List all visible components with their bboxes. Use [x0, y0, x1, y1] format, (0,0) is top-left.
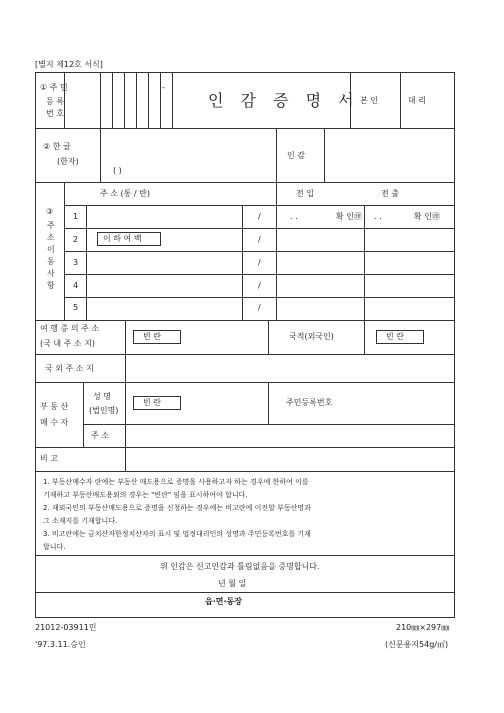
overseas-label: 국 외 주 소 지	[45, 364, 94, 373]
buyer-label-1: 부 동 산	[40, 402, 69, 411]
buyer-name-label: 성 명	[93, 392, 111, 401]
buyer-address-label: 주 소	[91, 431, 109, 440]
proxy-label: 대 리	[408, 96, 426, 105]
move-in-confirm: 확 인㊞	[336, 212, 362, 221]
travel-label-2: (국 내 주 소 지)	[40, 339, 96, 348]
tong-ban-slash: /	[258, 281, 261, 290]
page-title: 인 감 증 명 서	[208, 91, 360, 110]
move-out-confirm: 확 인㊞	[414, 212, 440, 221]
hanja-paren: ( )	[113, 166, 122, 175]
reg-label-1: ① 주 민	[40, 83, 68, 92]
note-line: 1. 부동산매수자 란에는 부동산 매도용으로 증명을 사용하고자 하는 경우에 한하여 이를	[43, 478, 309, 486]
paper-size: 210㎜×297㎜	[396, 623, 450, 632]
reg-dash: -	[162, 83, 165, 92]
note-line: 기재하고 부동산매도용외의 경우는 "빈란" 임을 표시하여야 합니다.	[43, 491, 248, 499]
addr-side-7: 항	[47, 281, 55, 290]
approval-date: '97.3.11.승인	[35, 640, 86, 649]
addr-side-2: 주	[47, 221, 55, 230]
col-address: 주 소 (통 / 반)	[100, 189, 151, 198]
row-number: 1	[73, 212, 79, 221]
note-line: 3. 비고란에는 금치산자한정치산자의 표시 및 법정대리인의 성명과 주민등록번호를 기재	[43, 530, 311, 538]
buyer-corp-label: (법인명)	[89, 406, 119, 415]
row-number: 4	[73, 281, 79, 290]
addr-side-6: 사	[47, 269, 55, 278]
remark-label: 비 고	[40, 454, 58, 463]
buyer-blank-stamp: 빈 란	[143, 398, 161, 407]
name-label-hanja: (한자)	[57, 157, 79, 166]
buyer-reg-no-label: 주민등록번호	[286, 398, 333, 407]
row-number: 2	[73, 235, 79, 244]
below-blank-stamp: 이 하 여 백	[103, 234, 142, 243]
addr-side-4: 이	[47, 245, 55, 254]
move-out-date-dots: . .	[374, 212, 382, 221]
nationality-blank-stamp: 빈 란	[386, 332, 404, 341]
col-move-out: 전 출	[381, 189, 399, 198]
reg-label-2: 등 록	[46, 97, 64, 106]
move-in-date-dots: . .	[290, 212, 298, 221]
tong-ban-slash: /	[258, 235, 261, 244]
travel-label-1: 여 행 증 의 주 소	[40, 324, 100, 333]
tong-ban-slash: /	[258, 303, 261, 312]
form-label: [별지 제12호 서식]	[35, 60, 103, 69]
row-number: 5	[73, 303, 79, 312]
nationality-label: 국적(외국인)	[289, 332, 334, 341]
certify-statement: 위 인감은 신고인감과 틀림없음을 증명합니다.	[160, 562, 320, 571]
travel-blank-stamp: 빈 란	[143, 332, 161, 341]
col-move-in: 전 입	[296, 189, 314, 198]
paper-type: (신문용지54g/㎡)	[385, 640, 449, 649]
tong-ban-slash: /	[258, 212, 261, 221]
addr-side-1: ③	[46, 207, 54, 216]
date-line: 년 월 일	[218, 579, 247, 588]
addr-side-5: 동	[47, 257, 55, 266]
seal-label: 인 감	[287, 151, 305, 160]
row-number: 3	[73, 258, 79, 267]
issuer-label: 읍·면·동장	[205, 597, 242, 606]
form-code: 21012-03911민	[35, 623, 97, 632]
note-line: 그 소재지를 기재합니다.	[43, 517, 118, 525]
self-label: 본 인	[360, 96, 378, 105]
addr-side-3: 소	[47, 233, 55, 242]
reg-label-3: 번 호	[46, 109, 64, 118]
note-line: 2. 재외국민의 부동산매도용으로 증명을 신청하는 경우에는 비고란에 이전할 부동산명과	[43, 504, 311, 512]
name-label-hangul: ② 한 글	[43, 142, 71, 151]
buyer-label-2: 매 수 자	[40, 418, 69, 427]
tong-ban-slash: /	[258, 258, 261, 267]
note-line: 합니다.	[43, 543, 66, 551]
